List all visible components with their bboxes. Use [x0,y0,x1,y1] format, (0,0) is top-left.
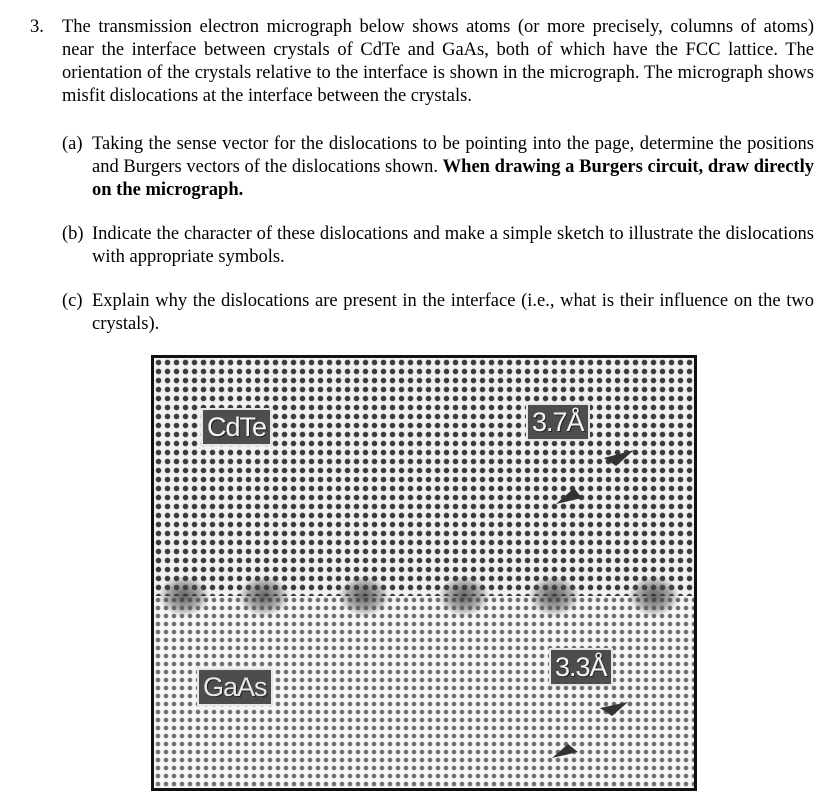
part-c-text: Explain why the dislocations are present in the interface (i.e., what is their influence on the two crystals). [92,291,814,334]
gaas-spacing-arrow-icon [600,702,628,716]
part-a-text: Taking the sense vector for the dislocations to be pointing into the page, determine the positions and Burgers vectors of the dislocations shown. [92,134,814,177]
cdte-spacing-arrow-icon [604,450,634,466]
part-b-text: Indicate the character of these dislocations and make a simple sketch to illustrate the dislocations with appropriate symbols. [92,224,814,267]
problem-intro: The transmission electron micrograph below shows atoms (or more precisely, columns of atoms) near the interface between crystals of CdTe and GaAs, both of which have the FCC lattice. The orientation of the crystals relative to the interface is shown in the micrograph. The micrograph shows misfit dislocations at the interface between the crystals. [62,17,814,106]
part-a-label: (a) [62,134,83,154]
gaas-spacing-arrow-icon [552,744,578,758]
tem-micrograph [151,355,697,791]
part-a-body [92,133,814,202]
part-a [62,133,814,202]
part-a-bold-text: When drawing a Burgers circuit, draw directly on the micrograph. [92,157,814,200]
cdte-spacing-arrow-icon [556,488,582,504]
spacing-markers [154,358,694,788]
problem-number: 3. [30,17,44,37]
cdte-spacing-label: 3.7Å [526,403,590,441]
gaas-label: GaAs [197,668,273,706]
gaas-spacing-label: 3.3Å [549,648,613,686]
part-c-label: (c) [62,291,83,311]
part-c [62,290,814,336]
part-b-label: (b) [62,224,84,244]
part-b [62,223,814,269]
cdte-label: CdTe [201,408,272,446]
